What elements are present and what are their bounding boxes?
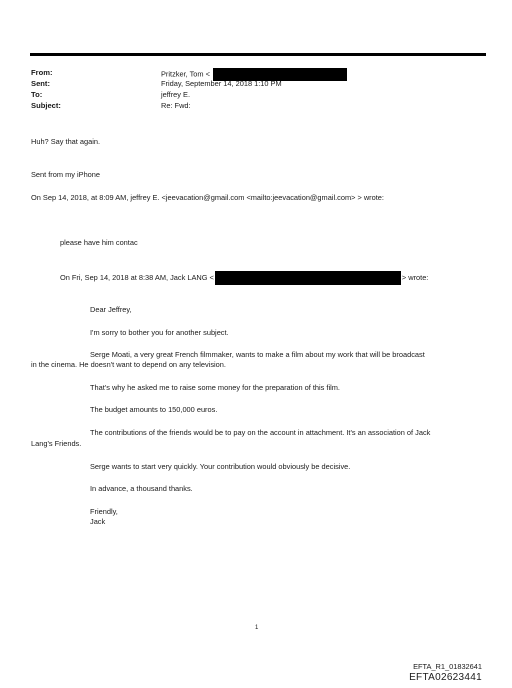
letter-p6: Serge wants to start very quickly. Your contribution would obviously be decisive. <box>90 462 351 471</box>
bates-number-2: EFTA02623441 <box>409 672 482 683</box>
letter-p4: The budget amounts to 150,000 euros. <box>90 405 218 414</box>
quote1-text: please have him contac <box>60 238 138 247</box>
sent-label: Sent: <box>31 79 50 88</box>
letter-p7: In advance, a thousand thanks. <box>90 484 193 493</box>
quote1-intro: On Sep 14, 2018, at 8:09 AM, jeffrey E. <jeevacation@gmail.com <mailto:jeevacation@gmail.com> > wrote: <box>31 193 384 202</box>
letter-greeting: Dear Jeffrey, <box>90 305 132 314</box>
page-number: 1 <box>255 625 259 631</box>
to-label: To: <box>31 90 43 99</box>
quote2-intro-wrote: > wrote: <box>401 272 429 282</box>
letter-p2-line2: in the cinema. He doesn't want to depend on any television. <box>31 360 226 369</box>
quote2-intro <box>60 271 428 285</box>
subject-value: Re: Fwd: <box>161 101 191 110</box>
letter-p3: That's why he asked me to raise some money for the preparation of this film. <box>90 383 340 392</box>
body-line-2: Sent from my iPhone <box>31 170 101 179</box>
letter-p5-line2: Lang's Friends. <box>31 439 82 448</box>
sent-value: Friday, September 14, 2018 1:10 PM <box>161 79 282 88</box>
letter-signature: Jack <box>90 517 106 526</box>
quote2-intro-text: On Fri, Sep 14, 2018 at 8:38 AM, Jack LANG < <box>60 272 214 282</box>
bates-number-1: EFTA_R1_01832641 <box>413 662 482 671</box>
header-rule <box>30 53 486 56</box>
letter-p1: I'm sorry to bother you for another subject. <box>90 328 229 337</box>
to-value: jeffrey E. <box>161 90 191 99</box>
letter-p5-line1: The contributions of the friends would be to pay on the account in attachment. It's an association of Jack <box>90 428 431 437</box>
subject-label: Subject: <box>31 101 61 110</box>
from-label: From: <box>31 68 53 77</box>
from-value-text: Pritzker, Tom < <box>161 69 210 79</box>
body-line-1: Huh? Say that again. <box>31 137 101 146</box>
letter-closing: Friendly, <box>90 507 118 516</box>
redaction-sender-email <box>215 271 401 285</box>
letter-p2-line1: Serge Moati, a very great French filmmaker, wants to make a film about my work that will be broadcast <box>90 350 425 359</box>
